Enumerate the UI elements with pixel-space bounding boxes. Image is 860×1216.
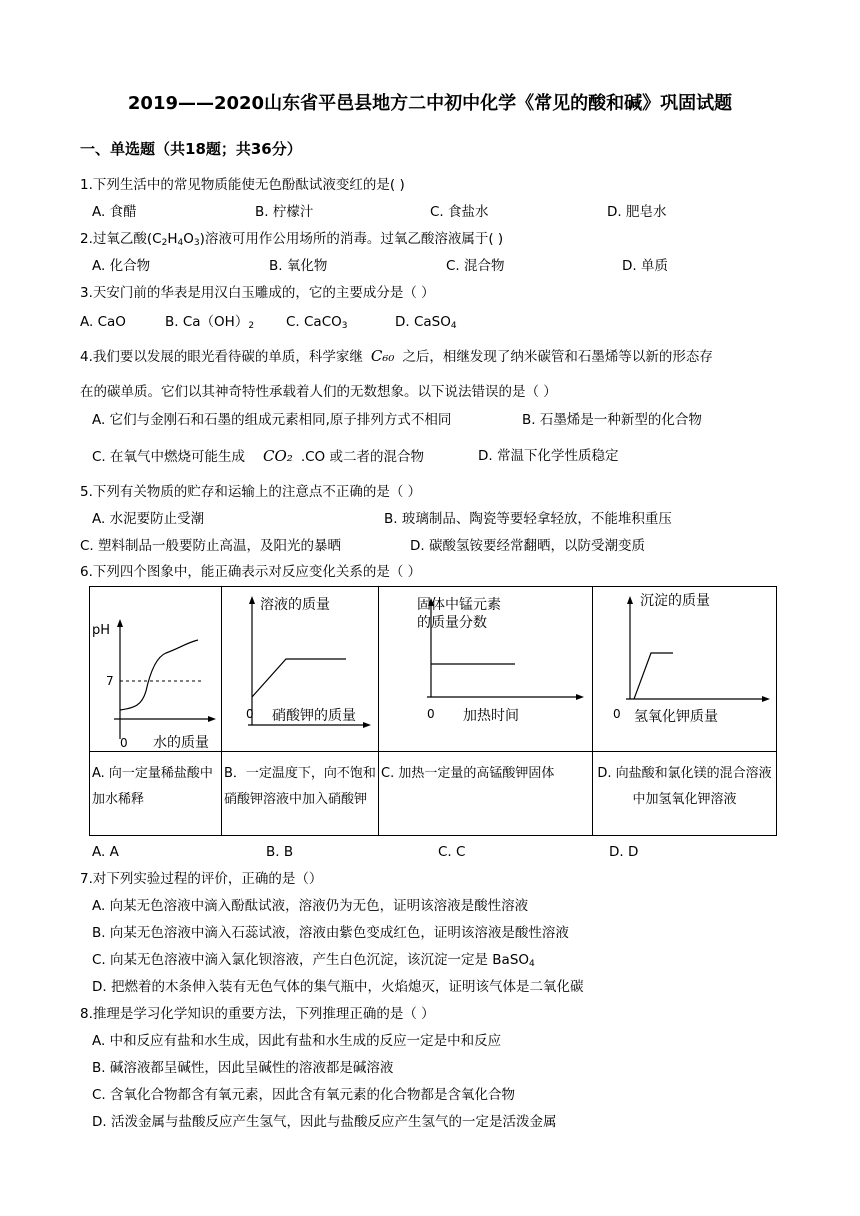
q7-option-a[interactable]: A. 向某无色溶液中滴入酚酞试液，溶液仍为无色，证明该溶液是酸性溶液 — [92, 898, 529, 914]
graph-c-ylabel-line1: 固体中锰元素 — [417, 597, 501, 613]
section-heading: 一、单选题（共18题；共36分） — [80, 140, 302, 158]
q7-option-d[interactable]: D. 把燃着的木条伸入装有无色气体的集气瓶中，火焰熄灭，证明该气体是二氧化碳 — [92, 979, 584, 995]
page-title: 2019——2020山东省平邑县地方二中初中化学《常见的酸和碱》巩固试题 — [127, 93, 733, 114]
c60-formula: C₆₀ — [370, 347, 395, 365]
q8-option-a[interactable]: A. 中和反应有盐和水生成，因此有盐和水生成的反应一定是中和反应 — [92, 1033, 502, 1049]
q4-option-c[interactable]: C. 在氧气中燃烧可能生成 CO₂ .CO 或二者的混合物 — [92, 447, 424, 465]
q2-option-d[interactable]: D. 单质 — [622, 258, 668, 274]
q6-option-b[interactable]: B. B — [266, 844, 294, 860]
question-8-stem: 8.推理是学习化学知识的重要方法，下列推理正确的是（ ） — [80, 1006, 435, 1022]
graph-c — [379, 587, 592, 751]
graph-b-caption: B．一定温度下，向不饱和硝酸钾溶液中加入硝酸钾 — [224, 766, 376, 807]
q5-option-a[interactable]: A. 水泥要防止受潮 — [92, 511, 205, 527]
question-5-stem: 5.下列有关物质的贮存和运输上的注意点不正确的是（ ） — [80, 484, 422, 500]
graph-a-xlabel: 水的质量 — [153, 735, 209, 751]
graph-d-xlabel: 氢氧化钾质量 — [634, 709, 718, 725]
graph-table — [89, 586, 777, 836]
question-6-stem: 6.下列四个图象中，能正确表示对反应变化关系的是（ ） — [80, 564, 422, 580]
graph-a-ylabel: pH — [92, 623, 111, 638]
co2-formula: CO₂ — [263, 447, 293, 465]
q1-option-d[interactable]: D. 肥皂水 — [607, 204, 667, 220]
q2-option-c[interactable]: C. 混合物 — [446, 258, 505, 274]
graph-a-tick-7: 7 — [106, 674, 114, 688]
graph-a-caption: A. 向一定量稀盐酸中加水稀释 — [92, 766, 213, 807]
q4-option-a[interactable]: A. 它们与金刚石和石墨的组成元素相同,原子排列方式不相同 — [92, 412, 452, 428]
q3-option-d[interactable]: D. CaSO$_4$ — [395, 314, 457, 331]
q8-option-b[interactable]: B. 碱溶液都呈碱性，因此呈碱性的溶液都是碱溶液 — [92, 1060, 394, 1076]
q1-option-b[interactable]: B. 柠檬汁 — [255, 204, 314, 220]
q8-option-c[interactable]: C. 含氧化合物都含有氧元素，因此含有氧元素的化合物都是含氧化合物 — [92, 1087, 516, 1103]
q2-option-a[interactable]: A. 化合物 — [92, 258, 151, 274]
question-2-stem: 2.过氧乙酸$(C_2H_4O_3)$溶液可用作公用场所的消毒。过氧乙酸溶液属于( ) — [80, 231, 504, 248]
q7-option-b[interactable]: B. 向某无色溶液中滴入石蕊试液，溶液由紫色变成红色，证明该溶液是酸性溶液 — [92, 925, 569, 941]
graph-b-xlabel: 硝酸钾的质量 — [272, 708, 356, 724]
q1-option-a[interactable]: A. 食醋 — [92, 204, 137, 220]
q5-option-c[interactable]: C. 塑料制品一般要防止高温，及阳光的暴晒 — [80, 538, 342, 554]
q1-option-c[interactable]: C. 食盐水 — [430, 204, 489, 220]
graph-d — [593, 587, 776, 751]
question-4-stem-line1: 4.我们要以发展的眼光看待碳的单质，科学家继 C₆₀ 之后，相继发现了纳米碳管和石墨烯等以新的形态存 — [80, 347, 713, 365]
graph-c-origin: 0 — [427, 707, 435, 721]
graph-cell-a — [90, 587, 222, 835]
q3-option-c[interactable]: C. CaCO$_3$ — [286, 314, 348, 331]
q5-option-b[interactable]: B. 玻璃制品、陶瓷等要轻拿轻放，不能堆积重压 — [384, 511, 672, 527]
graph-d-caption: D. 向盐酸和氯化镁的混合溶液中加氢氧化钾溶液 — [597, 766, 772, 807]
q8-option-d[interactable]: D. 活泼金属与盐酸反应产生氢气，因此与盐酸反应产生氢气的一定是活泼金属 — [92, 1114, 557, 1130]
q2-option-b[interactable]: B. 氧化物 — [269, 258, 328, 274]
q4-option-b[interactable]: B. 石墨烯是一种新型的化合物 — [522, 412, 702, 428]
question-1-stem: 1.下列生活中的常见物质能使无色酚酞试液变红的是( ) — [80, 177, 405, 193]
question-3-stem: 3.天安门前的华表是用汉白玉雕成的，它的主要成分是（ ） — [80, 285, 435, 301]
graph-cell-d — [593, 587, 776, 835]
graph-b — [222, 587, 378, 751]
graph-c-xlabel: 加热时间 — [463, 708, 519, 724]
q3-option-a[interactable]: A. CaO — [80, 314, 126, 330]
graph-a-origin: 0 — [120, 736, 128, 750]
q4-option-d[interactable]: D. 常温下化学性质稳定 — [478, 448, 619, 464]
graph-c-ylabel-line2: 的质量分数 — [417, 615, 487, 631]
graph-d-origin: 0 — [613, 707, 621, 721]
question-7-stem: 7.对下列实验过程的评价，正确的是（） — [80, 871, 323, 887]
graph-cell-c — [379, 587, 593, 835]
q3-option-b[interactable]: B. $Ca(OH)_2$ — [165, 314, 255, 331]
q5-option-d[interactable]: D. 碳酸氢铵要经常翻晒，以防受潮变质 — [410, 538, 645, 554]
graph-cell-b — [222, 587, 379, 835]
question-4-stem-line2: 在的碳单质。它们以其神奇特性承载着人们的无数想象。以下说法错误的是（ ） — [80, 384, 557, 400]
graph-b-origin: 0 — [246, 707, 254, 721]
q6-option-a[interactable]: A. A — [92, 844, 119, 860]
q7-option-c[interactable]: C. 向某无色溶液中滴入氯化钡溶液，产生白色沉淀，该沉淀一定是 BaSO$_4$ — [92, 952, 535, 969]
graph-a — [90, 587, 221, 751]
graph-c-caption: C. 加热一定量的高锰酸钾固体 — [381, 766, 555, 781]
q6-option-d[interactable]: D. D — [609, 844, 639, 860]
graph-b-ylabel: 溶液的质量 — [260, 597, 330, 613]
q6-option-c[interactable]: C. C — [438, 844, 466, 860]
graph-d-ylabel: 沉淀的质量 — [640, 593, 710, 609]
